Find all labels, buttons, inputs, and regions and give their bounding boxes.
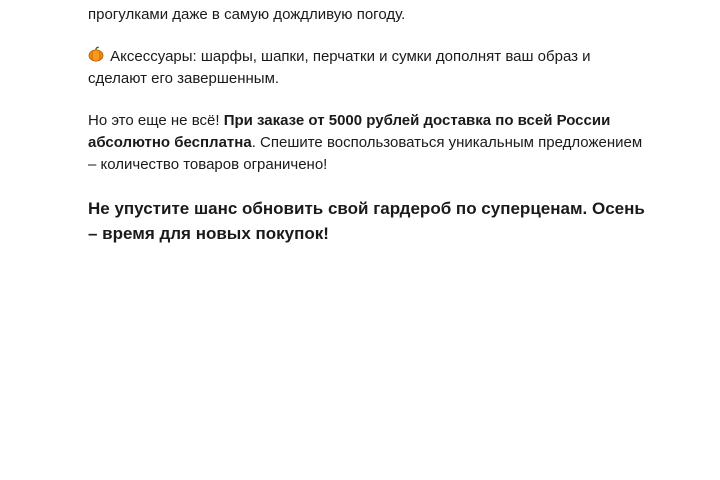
delivery-offer-bold: При заказе от 5000 рублей доставка по всей России абсолютно бесплатна (88, 112, 611, 151)
pumpkin-icon (88, 46, 104, 62)
delivery-paragraph (88, 110, 648, 176)
outerwear-line-2: прогулками даже в самую дождливую погоду. (88, 6, 406, 23)
outerwear-line-1 (88, 0, 573, 1)
delivery-rest: . Спешите воспользоваться уникальным предложением – количество товаров ограничено! (88, 134, 643, 173)
delivery-intro: Но это еще не всё! (88, 112, 224, 129)
closing-paragraph: Не упустите шанс обновить свой гардероб по суперценам. Осень – время для новых покупок! (88, 199, 645, 243)
accessories-text: Аксессуары: шарфы, шапки, перчатки и сумки дополнят ваш образ и сделают его завершенным. (88, 48, 591, 87)
document-body (88, 0, 648, 246)
outerwear-paragraph (88, 0, 648, 26)
accessories-paragraph (88, 46, 648, 90)
